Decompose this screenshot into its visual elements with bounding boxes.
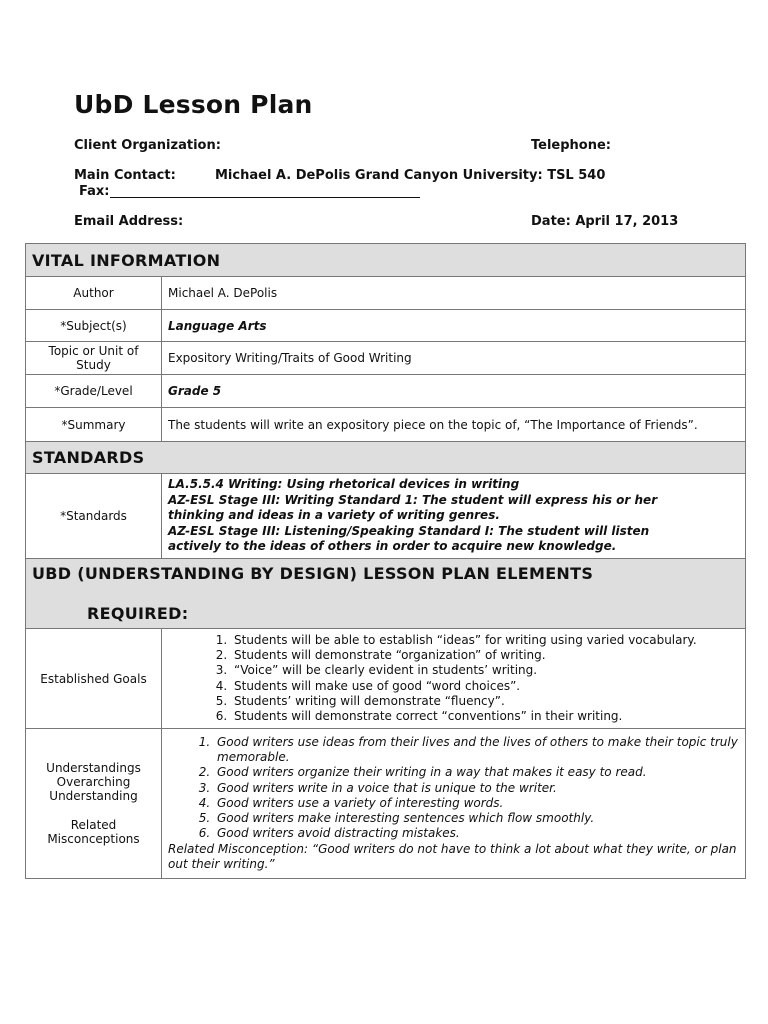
standards-label: *Standards <box>26 474 162 559</box>
author-value: Michael A. DePolis <box>162 277 746 310</box>
related-misconception-text: Related Misconception: “Good writers do not have to think a lot about what they write, or plan out their writing.” <box>168 841 737 871</box>
subject-label: *Subject(s) <box>26 310 162 342</box>
list-item: 3. Good writers write in a voice that is unique to the writer. <box>214 781 739 796</box>
table-row <box>26 277 746 310</box>
telephone-label: Telephone: <box>531 138 611 153</box>
standard-line: LA.5.5.4 Writing: Using rhetorical devices in writing <box>168 477 520 492</box>
fax-underline <box>110 197 420 198</box>
subject-value: Language Arts <box>162 310 746 342</box>
table-row <box>26 342 746 375</box>
list-item: 6. Students will demonstrate correct “conventions” in their writing. <box>231 709 739 724</box>
table-row <box>26 729 746 879</box>
main-contact-value: Michael A. DePolis Grand Canyon University: TSL 540 <box>215 168 606 183</box>
table-row <box>26 375 746 408</box>
fax-label: Fax: <box>79 184 110 199</box>
client-organization-label: Client Organization: <box>74 138 221 153</box>
table-row <box>26 474 746 559</box>
summary-label: *Summary <box>26 408 162 442</box>
topic-value: Expository Writing/Traits of Good Writing <box>162 342 746 375</box>
lesson-plan-table <box>25 243 746 879</box>
understandings-label-line: Understandings <box>46 761 141 775</box>
list-item: 6. Good writers avoid distracting mistakes. <box>214 826 739 841</box>
list-item: 1. Good writers use ideas from their lives and the lives of others to make their topic truly memorable. <box>214 735 739 765</box>
misconceptions-label-line: Related <box>70 818 117 832</box>
list-item: 5. Students’ writing will demonstrate “fluency”. <box>231 694 739 709</box>
standard-line: thinking and ideas in a variety of writing genres. <box>168 508 500 523</box>
table-row <box>26 408 746 442</box>
understandings-label <box>26 729 162 879</box>
established-goals-list <box>162 629 746 729</box>
author-label: Author <box>26 277 162 310</box>
standards-list <box>162 474 746 559</box>
understandings-list <box>162 729 746 879</box>
list-item: 2. Students will demonstrate “organization” of writing. <box>231 648 739 663</box>
list-item: 5. Good writers make interesting sentences which flow smoothly. <box>214 811 739 826</box>
ubd-heading: UBD (UNDERSTANDING BY DESIGN) LESSON PLAN ELEMENTS <box>32 563 594 583</box>
list-item: 1. Students will be able to establish “ideas” for writing using varied vocabulary. <box>231 633 739 648</box>
email-address-label: Email Address: <box>74 214 184 229</box>
document-title: UbD Lesson Plan <box>74 90 313 119</box>
misconceptions-label-line: Misconceptions <box>47 832 140 846</box>
established-goals-label: Established Goals <box>26 629 162 729</box>
list-item: 4. Students will make use of good “word choices”. <box>231 679 739 694</box>
ubd-header-row <box>26 559 746 629</box>
table-row <box>26 629 746 729</box>
understandings-label-line: Understanding <box>49 789 138 803</box>
topic-label: Topic or Unit of Study <box>26 342 162 375</box>
list-item: 4. Good writers use a variety of interesting words. <box>214 796 739 811</box>
standard-line: actively to the ideas of others in order to acquire new knowledge. <box>168 539 617 554</box>
standards-heading: STANDARDS <box>26 442 746 474</box>
main-contact-label: Main Contact: <box>74 168 176 183</box>
standards-header-row <box>26 442 746 474</box>
date-label: Date: April 17, 2013 <box>531 214 679 229</box>
ubd-heading-cell <box>26 559 746 629</box>
ubd-required-subheading: REQUIRED: <box>87 603 189 623</box>
understandings-label-line: Overarching <box>56 775 131 789</box>
grade-value: Grade 5 <box>162 375 746 408</box>
list-item: 3. “Voice” will be clearly evident in students’ writing. <box>231 663 739 678</box>
list-item: 2. Good writers organize their writing in a way that makes it easy to read. <box>214 765 739 780</box>
summary-value: The students will write an expository piece on the topic of, “The Importance of Friends”. <box>162 408 746 442</box>
table-row <box>26 310 746 342</box>
standard-line: AZ-ESL Stage III: Listening/Speaking Standard I: The student will listen <box>168 523 650 538</box>
grade-label: *Grade/Level <box>26 375 162 408</box>
vital-information-heading: VITAL INFORMATION <box>26 244 746 277</box>
standard-line: AZ-ESL Stage III: Writing Standard 1: The student will express his or her <box>168 492 658 507</box>
vital-information-header-row <box>26 244 746 277</box>
